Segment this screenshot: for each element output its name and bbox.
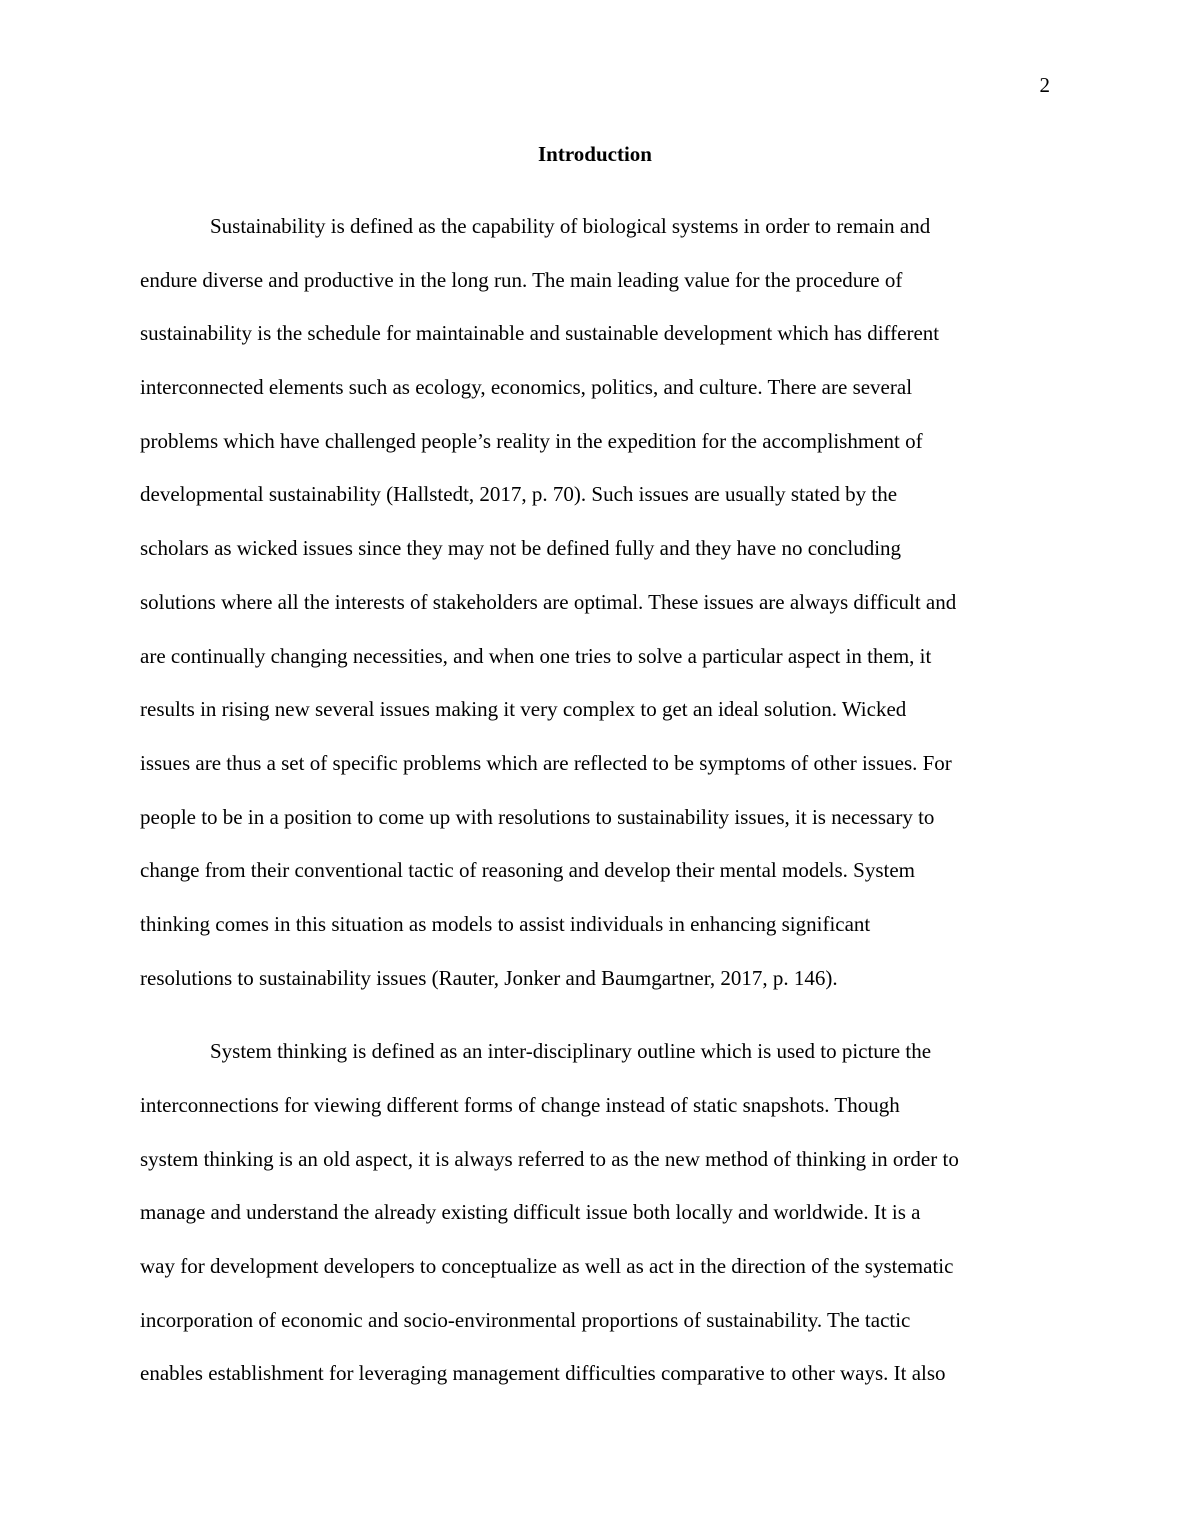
text-line: thinking comes in this situation as models to assist individuals in enhancing significant [140, 911, 871, 936]
text-line: endure diverse and productive in the long run. The main leading value for the procedure of [140, 267, 903, 292]
page-number: 2 [1039, 73, 1050, 97]
text-line: system thinking is an old aspect, it is always referred to as the new method of thinking in order to [140, 1146, 959, 1171]
paragraph-1 [140, 200, 1050, 1005]
text-line: manage and understand the already existing difficult issue both locally and worldwide. It is a [140, 1200, 921, 1225]
text-line: incorporation of economic and socio-environmental proportions of sustainability. The tactic [140, 1307, 911, 1332]
text-line: developmental sustainability (Hallstedt, 2017, p. 70). Such issues are usually stated by the [140, 482, 898, 507]
text-line: resolutions to sustainability issues (Rauter, Jonker and Baumgartner, 2017, p. 146). [140, 965, 838, 990]
text-line: are continually changing necessities, and when one tries to solve a particular aspect in them, it [140, 643, 932, 668]
text-line: Sustainability is defined as the capability of biological systems in order to remain and [210, 214, 931, 238]
text-line: enables establishment for leveraging management difficulties comparative to other ways. It also [140, 1361, 946, 1386]
paragraph-2 [140, 1025, 1050, 1401]
text-line: problems which have challenged people’s reality in the expedition for the accomplishment of [140, 428, 923, 453]
text-line: people to be in a position to come up with resolutions to sustainability issues, it is necessary to [140, 804, 935, 829]
text-line: interconnections for viewing different forms of change instead of static snapshots. Though [140, 1093, 900, 1117]
text-line: results in rising new several issues making it very complex to get an ideal solution. Wicked [140, 697, 907, 722]
text-line: way for development developers to conceptualize as well as act in the direction of the systematic [140, 1254, 954, 1279]
section-title: Introduction [538, 142, 652, 166]
document-body [140, 200, 1050, 1401]
paragraph-spacing [140, 1005, 1050, 1025]
text-line: scholars as wicked issues since they may not be defined fully and they have no concluding [140, 536, 902, 561]
text-line: solutions where all the interests of stakeholders are optimal. These issues are always difficult and [140, 589, 957, 614]
text-line: interconnected elements such as ecology, economics, politics, and culture. There are several [140, 375, 913, 400]
text-line: sustainability is the schedule for maintainable and sustainable development which has different [140, 321, 940, 346]
text-line: System thinking is defined as an inter-disciplinary outline which is used to picture the [210, 1039, 932, 1064]
text-line: change from their conventional tactic of reasoning and develop their mental models. System [140, 858, 916, 883]
text-line: issues are thus a set of specific problems which are reflected to be symptoms of other issues. For [140, 750, 952, 775]
